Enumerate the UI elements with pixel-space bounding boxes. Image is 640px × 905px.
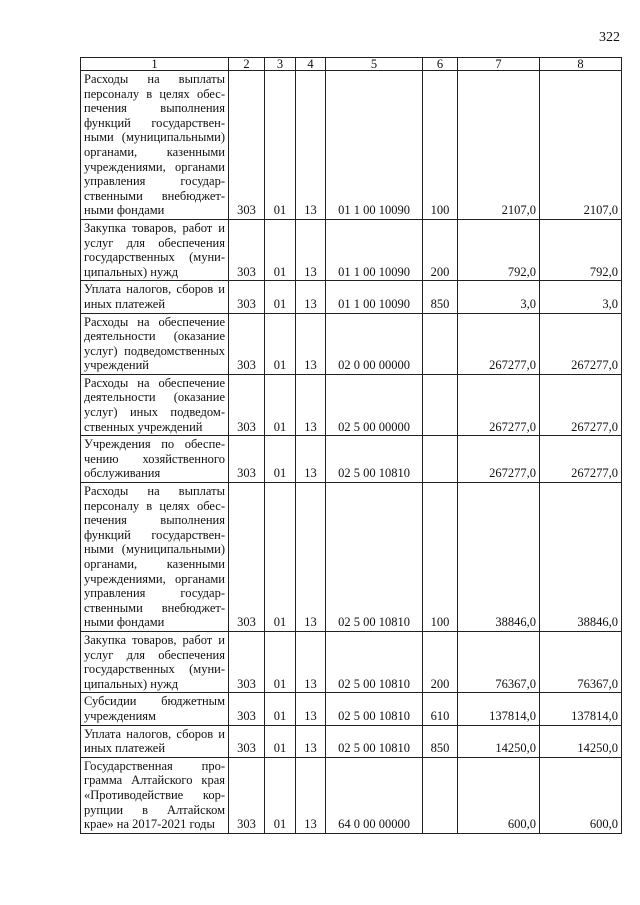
section-code: 01 — [265, 313, 296, 374]
expense-type-code: 850 — [423, 281, 458, 313]
section-code: 01 — [265, 483, 296, 632]
table-row — [81, 757, 622, 833]
expense-type-code: 200 — [423, 219, 458, 280]
header-cell: 6 — [423, 58, 458, 71]
amount-col7: 600,0 — [458, 757, 540, 833]
admin-code: 303 — [229, 281, 265, 313]
amount-col7: 137814,0 — [458, 693, 540, 725]
subsection-code: 13 — [296, 313, 326, 374]
header-cell: 7 — [458, 58, 540, 71]
expense-type-code — [423, 436, 458, 483]
section-code: 01 — [265, 436, 296, 483]
row-description: Закупка товаров, работ и услуг для обеспечения государственных (муниципальных) нужд — [81, 219, 229, 280]
target-article-code: 01 1 00 10090 — [326, 219, 423, 280]
table-row — [81, 483, 622, 632]
table-row — [81, 436, 622, 483]
subsection-code: 13 — [296, 693, 326, 725]
amount-col7: 76367,0 — [458, 631, 540, 692]
row-description: Уплата налогов, сборов и иных платежей — [81, 725, 229, 757]
subsection-code: 13 — [296, 436, 326, 483]
header-cell: 5 — [326, 58, 423, 71]
target-article-code: 02 5 00 10810 — [326, 631, 423, 692]
table-row — [81, 374, 622, 435]
amount-col8: 76367,0 — [540, 631, 622, 692]
target-article-code: 64 0 00 00000 — [326, 757, 423, 833]
admin-code: 303 — [229, 436, 265, 483]
amount-col8: 3,0 — [540, 281, 622, 313]
header-row — [81, 58, 622, 71]
header-cell: 4 — [296, 58, 326, 71]
subsection-code: 13 — [296, 631, 326, 692]
expense-type-code: 850 — [423, 725, 458, 757]
table-row — [81, 219, 622, 280]
section-code: 01 — [265, 281, 296, 313]
target-article-code: 01 1 00 10090 — [326, 71, 423, 220]
amount-col8: 2107,0 — [540, 71, 622, 220]
admin-code: 303 — [229, 757, 265, 833]
table-row — [81, 693, 622, 725]
amount-col7: 267277,0 — [458, 374, 540, 435]
expense-type-code: 100 — [423, 71, 458, 220]
admin-code: 303 — [229, 483, 265, 632]
row-description: Государственная программа Алтайского края «Противодействие коррупции в Алтайском крае» на 2017-2021 годы — [81, 757, 229, 833]
target-article-code: 02 5 00 10810 — [326, 725, 423, 757]
amount-col7: 2107,0 — [458, 71, 540, 220]
admin-code: 303 — [229, 693, 265, 725]
section-code: 01 — [265, 374, 296, 435]
admin-code: 303 — [229, 219, 265, 280]
section-code: 01 — [265, 725, 296, 757]
row-description: Расходы на обеспечение деятельности (оказание услуг) подведомственных учреждений — [81, 313, 229, 374]
header-cell: 2 — [229, 58, 265, 71]
section-code: 01 — [265, 693, 296, 725]
amount-col7: 792,0 — [458, 219, 540, 280]
subsection-code: 13 — [296, 219, 326, 280]
section-code: 01 — [265, 757, 296, 833]
expense-type-code — [423, 374, 458, 435]
amount-col8: 14250,0 — [540, 725, 622, 757]
row-description: Учреждения по обеспечению хозяйственного обслуживания — [81, 436, 229, 483]
target-article-code: 01 1 00 10090 — [326, 281, 423, 313]
amount-col7: 38846,0 — [458, 483, 540, 632]
target-article-code: 02 5 00 10810 — [326, 693, 423, 725]
amount-col8: 267277,0 — [540, 313, 622, 374]
subsection-code: 13 — [296, 71, 326, 220]
target-article-code: 02 5 00 10810 — [326, 483, 423, 632]
admin-code: 303 — [229, 313, 265, 374]
section-code: 01 — [265, 71, 296, 220]
amount-col7: 14250,0 — [458, 725, 540, 757]
page-number: 322 — [599, 30, 620, 45]
row-description: Расходы на выплаты персоналу в целях обеспечения выполнения функций государственными (муниципальными) органами, казенными учреждениями, органами управления государственными внебюджетными фондами — [81, 483, 229, 632]
subsection-code: 13 — [296, 757, 326, 833]
row-description: Субсидии бюджетным учреждениям — [81, 693, 229, 725]
header-cell: 1 — [81, 58, 229, 71]
subsection-code: 13 — [296, 281, 326, 313]
target-article-code: 02 0 00 00000 — [326, 313, 423, 374]
amount-col7: 267277,0 — [458, 313, 540, 374]
amount-col7: 3,0 — [458, 281, 540, 313]
expense-type-code: 200 — [423, 631, 458, 692]
row-description: Расходы на выплаты персоналу в целях обеспечения выполнения функций государственными (муниципальными) органами, казенными учреждениями, органами управления государственными внебюджетными фондами — [81, 71, 229, 220]
table-row — [81, 281, 622, 313]
target-article-code: 02 5 00 10810 — [326, 436, 423, 483]
target-article-code: 02 5 00 00000 — [326, 374, 423, 435]
expense-type-code: 100 — [423, 483, 458, 632]
amount-col8: 600,0 — [540, 757, 622, 833]
admin-code: 303 — [229, 71, 265, 220]
amount-col8: 38846,0 — [540, 483, 622, 632]
amount-col8: 267277,0 — [540, 436, 622, 483]
expense-type-code — [423, 313, 458, 374]
expense-type-code — [423, 757, 458, 833]
admin-code: 303 — [229, 374, 265, 435]
amount-col7: 267277,0 — [458, 436, 540, 483]
subsection-code: 13 — [296, 483, 326, 632]
header-cell: 8 — [540, 58, 622, 71]
header-cell: 3 — [265, 58, 296, 71]
subsection-code: 13 — [296, 725, 326, 757]
section-code: 01 — [265, 219, 296, 280]
admin-code: 303 — [229, 725, 265, 757]
admin-code: 303 — [229, 631, 265, 692]
section-code: 01 — [265, 631, 296, 692]
amount-col8: 792,0 — [540, 219, 622, 280]
table-row — [81, 631, 622, 692]
row-description: Уплата налогов, сборов и иных платежей — [81, 281, 229, 313]
table-row — [81, 313, 622, 374]
table-row — [81, 725, 622, 757]
row-description: Расходы на обеспечение деятельности (оказание услуг) иных подведомственных учреждений — [81, 374, 229, 435]
amount-col8: 137814,0 — [540, 693, 622, 725]
budget-table — [80, 57, 622, 834]
expense-type-code: 610 — [423, 693, 458, 725]
table-row — [81, 71, 622, 220]
row-description: Закупка товаров, работ и услуг для обеспечения государственных (муниципальных) нужд — [81, 631, 229, 692]
subsection-code: 13 — [296, 374, 326, 435]
amount-col8: 267277,0 — [540, 374, 622, 435]
